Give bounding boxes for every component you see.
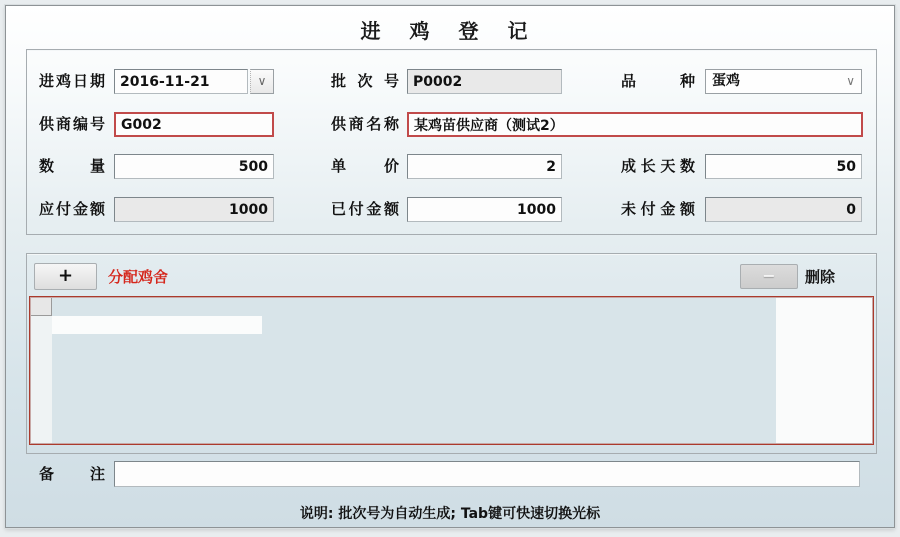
grow-days-input[interactable] (705, 154, 862, 179)
date-dropdown-button[interactable] (250, 69, 274, 94)
amount-paid-label: 已付金额 (331, 200, 399, 218)
grid-right-column (776, 298, 872, 443)
chevron-down-icon: ∨ (257, 74, 267, 88)
remarks-input[interactable] (114, 461, 860, 487)
amount-payable-input (114, 197, 274, 222)
remarks-label: 备注 (39, 465, 105, 483)
grid-row-header-column (31, 316, 52, 443)
grow-days-label: 成长天数 (621, 157, 695, 175)
registration-window (5, 5, 895, 528)
minus-icon: − (762, 266, 776, 285)
grid-empty-row[interactable] (52, 316, 262, 334)
plus-icon: + (57, 265, 74, 286)
unit-price-input[interactable] (407, 154, 562, 179)
coop-allocation-grid[interactable] (29, 296, 874, 445)
breed-select-value: 蛋鸡 (712, 73, 740, 89)
amount-unpaid-label: 未付金额 (621, 200, 695, 218)
supplier-name-label: 供商名称 (331, 115, 399, 133)
page-title: 进 鸡 登 记 (360, 21, 540, 43)
batch-input (407, 69, 562, 94)
breed-select[interactable] (705, 69, 862, 94)
supplier-name-input[interactable] (407, 112, 863, 137)
date-label: 进鸡日期 (39, 72, 105, 90)
unit-price-label: 单价 (331, 157, 399, 175)
amount-unpaid-input (705, 197, 862, 222)
quantity-input[interactable] (114, 154, 274, 179)
grid-corner-cell[interactable] (31, 298, 52, 316)
amount-paid-input[interactable] (407, 197, 562, 222)
quantity-label: 数量 (39, 157, 105, 175)
footer-note: 说明: 批次号为自动生成; Tab键可快速切换光标 (299, 506, 601, 522)
date-input[interactable] (114, 69, 248, 94)
supplier-code-label: 供商编号 (39, 115, 105, 133)
amount-payable-label: 应付金额 (39, 200, 105, 218)
chevron-down-icon: ∨ (846, 74, 855, 88)
supplier-code-input[interactable] (114, 112, 274, 137)
batch-label: 批次号 (331, 72, 399, 90)
delete-label: 删除 (805, 268, 836, 286)
breed-label: 品种 (621, 72, 695, 90)
add-row-button[interactable] (34, 263, 97, 290)
allocation-section-title: 分配鸡舍 (108, 268, 169, 286)
remove-row-button[interactable] (740, 264, 798, 289)
